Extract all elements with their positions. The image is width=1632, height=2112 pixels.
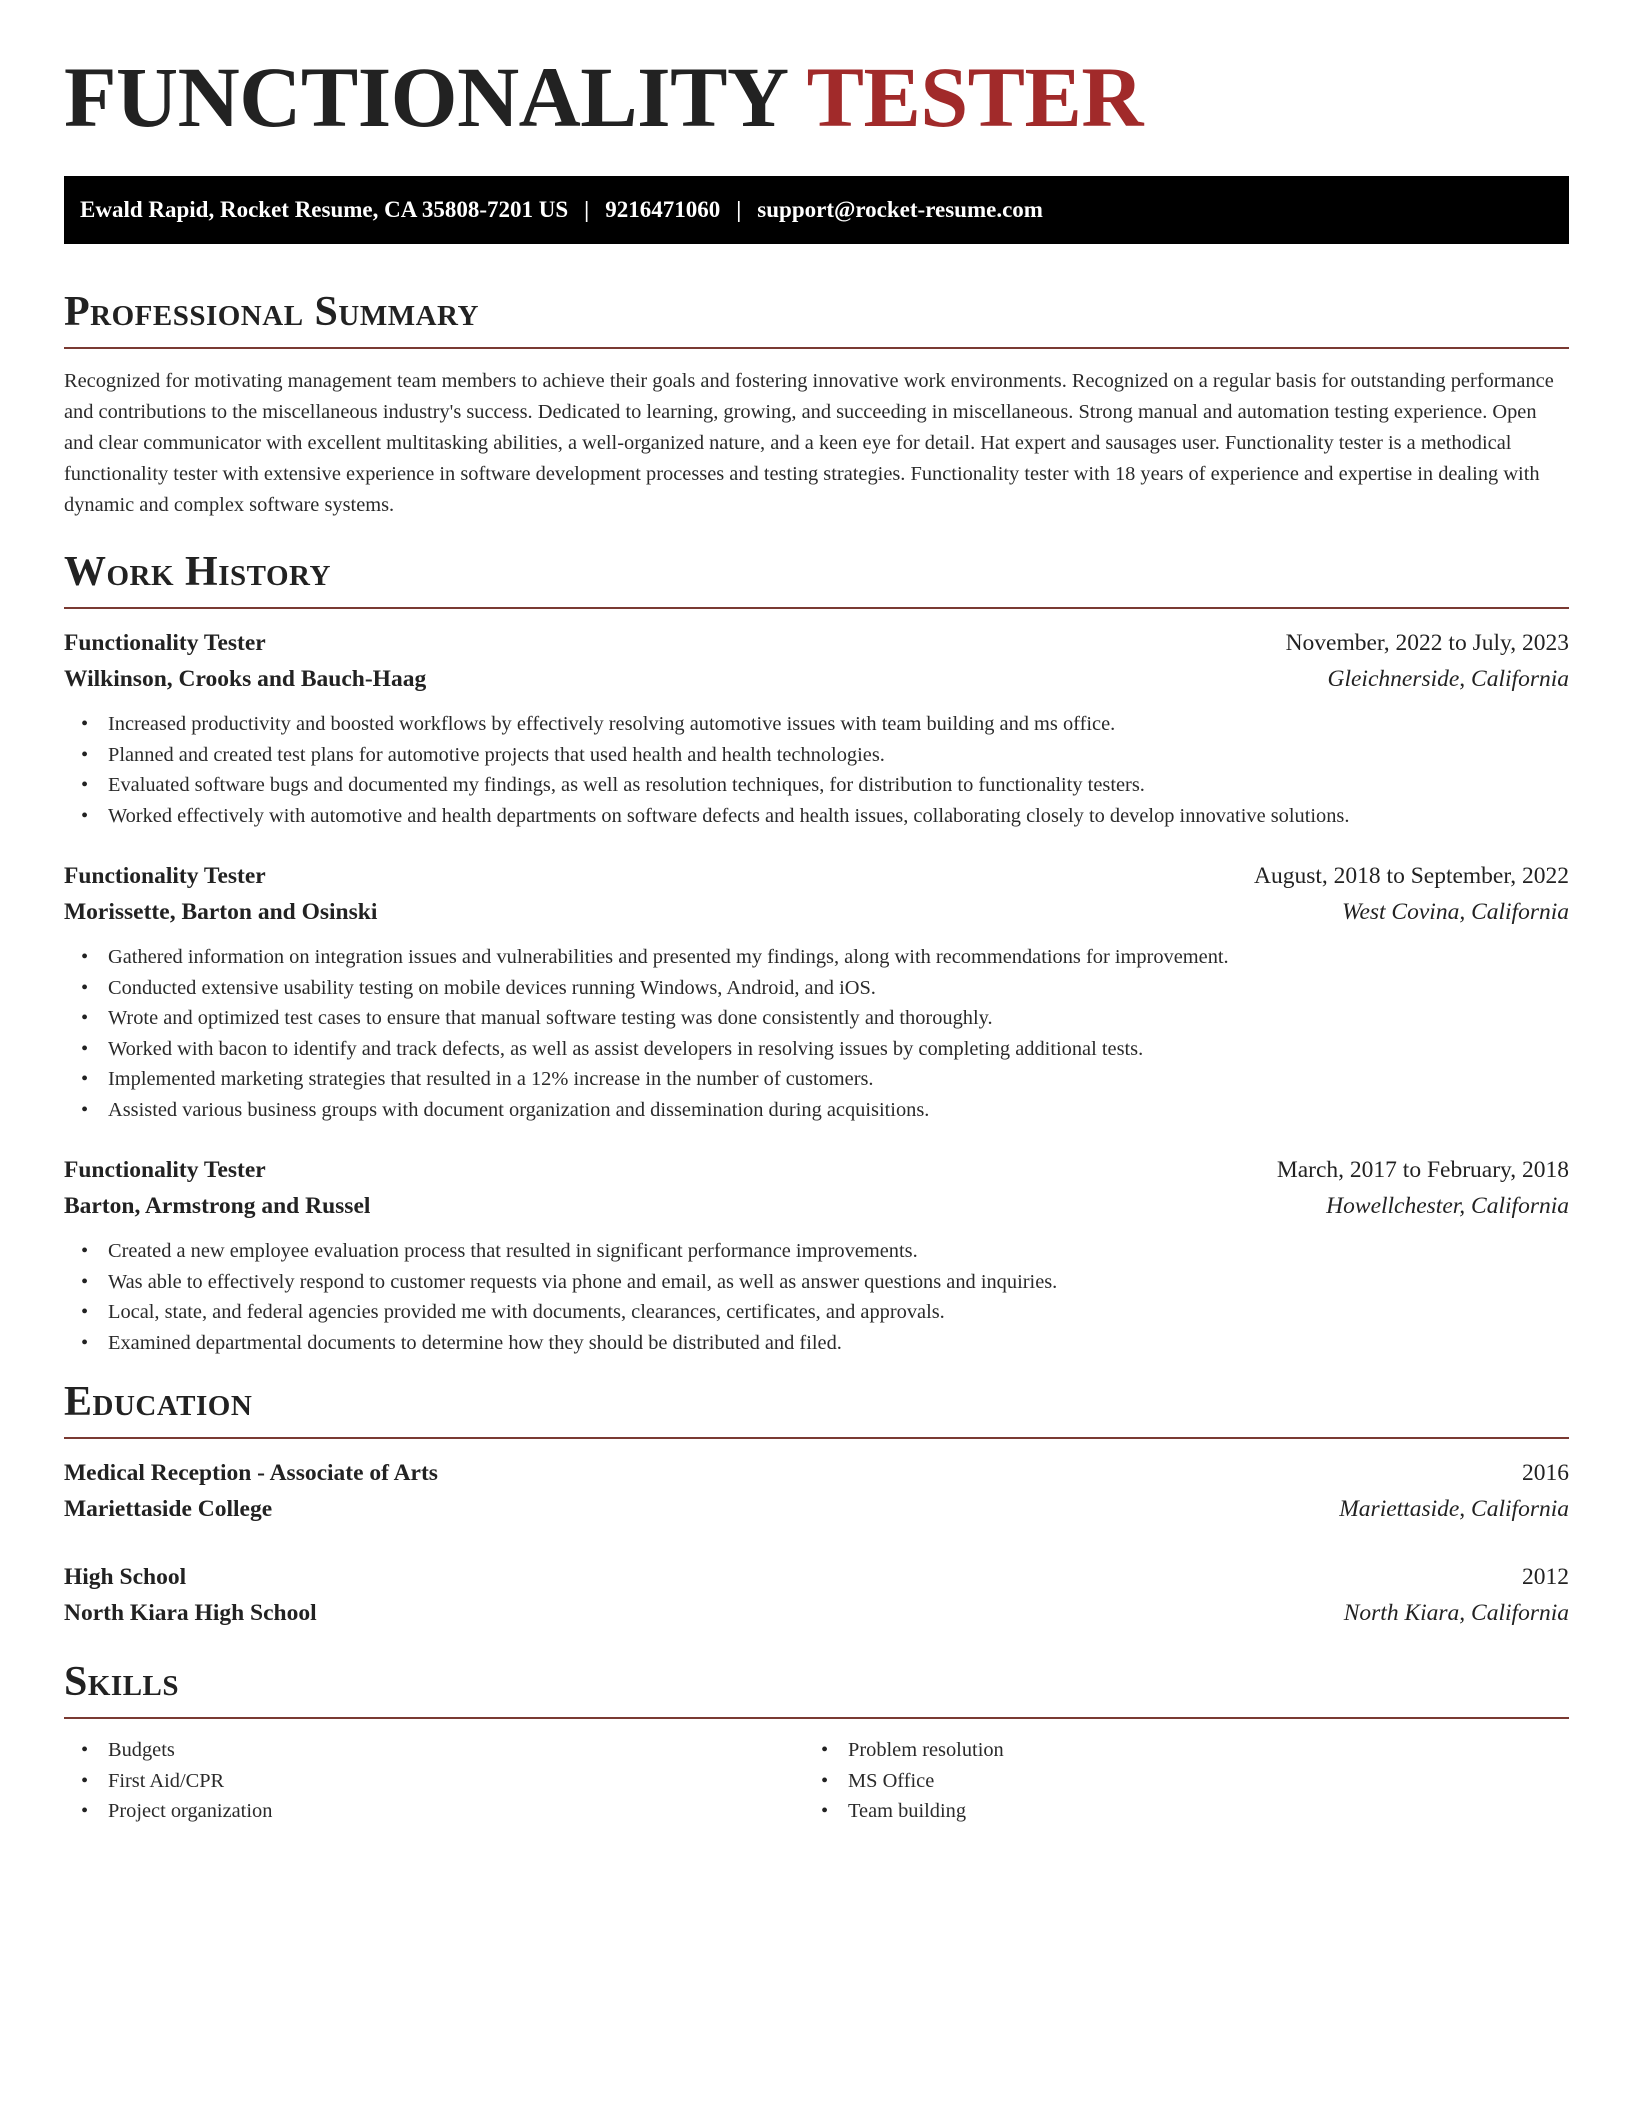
job-entry — [64, 858, 1569, 1125]
job-bullet: • Worked with bacon to identify and track defects, as well as assist developers in resolving issues by completing additional tests. — [64, 1034, 1569, 1065]
job-entry — [64, 1152, 1569, 1358]
education-location: North Kiara, California — [1343, 1600, 1569, 1626]
job-location: Howellchester, California — [1326, 1193, 1569, 1219]
education-school-row — [64, 1491, 1569, 1527]
job-header-row — [64, 625, 1569, 661]
job-bullet: • Wrote and optimized test cases to ensure that manual software testing was done consistently and thoroughly. — [64, 1003, 1569, 1034]
job-company: Morissette, Barton and Osinski — [64, 899, 378, 925]
contact-separator: | — [584, 197, 590, 222]
job-bullet: • Implemented marketing strategies that resulted in a 12% increase in the number of customers. — [64, 1064, 1569, 1095]
skill-item: • MS Office — [804, 1766, 1544, 1797]
job-bullet: • Worked effectively with automotive and health departments on software defects and health issues, collaborating closely to develop innovative solutions. — [64, 801, 1569, 832]
job-entry — [64, 625, 1569, 831]
job-bullet: • Increased productivity and boosted workflows by effectively resolving automotive issues with team building and ms office. — [64, 709, 1569, 740]
skill-item: • Budgets — [64, 1735, 804, 1766]
education-school-row — [64, 1595, 1569, 1631]
job-title: Functionality Tester — [64, 863, 266, 889]
contact-email: support@rocket-resume.com — [757, 197, 1043, 222]
education-location: Mariettaside, California — [1339, 1496, 1569, 1522]
skills-column-right — [804, 1735, 1544, 1827]
job-bullet: • Conducted extensive usability testing on mobile devices running Windows, Android, and iOS. — [64, 973, 1569, 1004]
education-header-row — [64, 1559, 1569, 1595]
job-header-row — [64, 858, 1569, 894]
section-divider — [64, 607, 1569, 609]
summary-paragraph: Recognized for motivating management team members to achieve their goals and fostering innovative work environments. Recognized on a regular basis for outstanding performance and contributions to the miscellaneous industry's success. Dedicated to learning, growing, and succeeding in miscellaneous. Strong manual and automation testing experience. Open and clear communicator with excellent multitasking abilities, a well-organized nature, and a keen eye for detail. Hat expert and sausages user. Functionality tester is a methodical functionality tester with extensive experience in software development processes and testing strategies. Functionality tester with 18 years of experience and expertise in dealing with dynamic and complex software systems. — [64, 370, 1554, 516]
contact-phone: 9216471060 — [605, 197, 721, 222]
contact-bar — [64, 176, 1569, 244]
section-heading-skills: Skills — [64, 1659, 180, 1705]
skill-item: • Team building — [804, 1796, 1544, 1827]
job-bullet: • Planned and created test plans for automotive projects that used health and health technologies. — [64, 740, 1569, 771]
job-dates: August, 2018 to September, 2022 — [1254, 863, 1569, 889]
resume-title — [64, 0, 1569, 145]
job-bullets — [64, 1236, 1569, 1358]
job-bullet: • Assisted various business groups with document organization and dissemination during acquisitions. — [64, 1095, 1569, 1126]
skill-item: • Problem resolution — [804, 1735, 1544, 1766]
job-header-row — [64, 1152, 1569, 1188]
job-bullet: • Was able to effectively respond to customer requests via phone and email, as well as answer questions and inquiries. — [64, 1267, 1569, 1298]
job-company: Wilkinson, Crooks and Bauch-Haag — [64, 666, 427, 692]
contact-address: Ewald Rapid, Rocket Resume, CA 35808-7201 US — [80, 197, 569, 222]
job-bullet: • Local, state, and federal agencies provided me with documents, clearances, certificates, and approvals. — [64, 1297, 1569, 1328]
section-heading-work-history: Work History — [64, 549, 331, 595]
education-entry — [64, 1455, 1569, 1527]
section-heading-education: Education — [64, 1379, 253, 1425]
job-company: Barton, Armstrong and Russel — [64, 1193, 371, 1219]
job-bullets — [64, 709, 1569, 831]
job-dates: March, 2017 to February, 2018 — [1276, 1157, 1569, 1183]
resume-page — [64, 0, 1569, 1827]
skill-item: • First Aid/CPR — [64, 1766, 804, 1797]
job-bullet: • Created a new employee evaluation process that resulted in significant performance improvements. — [64, 1236, 1569, 1267]
job-bullet: • Evaluated software bugs and documented my findings, as well as resolution techniques, for distribution to functionality testers. — [64, 770, 1569, 801]
contact-separator: | — [736, 197, 742, 222]
education-degree: Medical Reception - Associate of Arts — [64, 1460, 438, 1486]
section-heading-summary: Professional Summary — [64, 289, 479, 335]
section-divider — [64, 1717, 1569, 1719]
section-divider — [64, 1437, 1569, 1439]
job-title: Functionality Tester — [64, 1157, 266, 1183]
job-title: Functionality Tester — [64, 630, 266, 656]
education-school: Mariettaside College — [64, 1496, 273, 1522]
title-first-word: FUNCTIONALITY — [64, 49, 789, 145]
education-header-row — [64, 1455, 1569, 1491]
job-dates: November, 2022 to July, 2023 — [1285, 630, 1569, 656]
education-entry — [64, 1559, 1569, 1631]
education-school: North Kiara High School — [64, 1600, 317, 1626]
education-year: 2012 — [1522, 1564, 1569, 1590]
title-second-word: TESTER — [806, 49, 1143, 145]
education-year: 2016 — [1522, 1460, 1569, 1486]
skills-grid — [64, 1735, 1569, 1827]
job-bullets — [64, 942, 1569, 1125]
job-bullet: • Examined departmental documents to determine how they should be distributed and filed. — [64, 1328, 1569, 1359]
job-bullet: • Gathered information on integration issues and vulnerabilities and presented my findings, along with recommendations for improvement. — [64, 942, 1569, 973]
job-location: West Covina, California — [1342, 899, 1569, 925]
job-company-row — [64, 661, 1569, 697]
education-degree: High School — [64, 1564, 187, 1590]
job-location: Gleichnerside, California — [1327, 666, 1569, 692]
job-company-row — [64, 1188, 1569, 1224]
job-company-row — [64, 894, 1569, 930]
skill-item: • Project organization — [64, 1796, 804, 1827]
skills-column-left — [64, 1735, 804, 1827]
section-divider — [64, 347, 1569, 349]
